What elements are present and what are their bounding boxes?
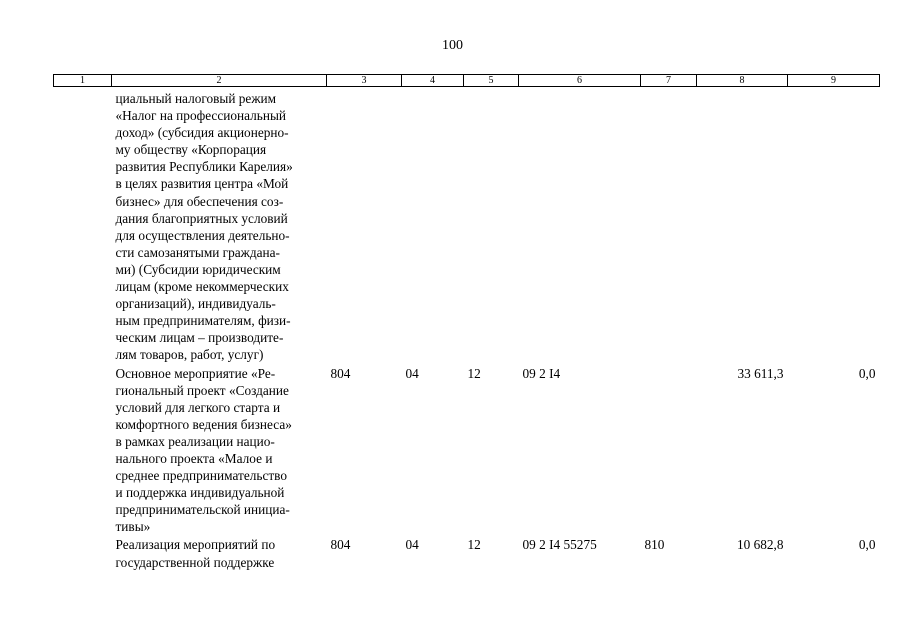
column-number-header-row xyxy=(54,75,880,87)
column-header-9: 9 xyxy=(788,75,880,87)
cell-col9: 0,0 xyxy=(858,365,876,381)
cell-col3: 804 xyxy=(330,537,351,553)
cell-col7 xyxy=(641,87,697,364)
table-row xyxy=(54,364,880,536)
cell-col5 xyxy=(464,87,519,364)
cell-col6 xyxy=(519,87,641,364)
cell-col8: 10 682,8 xyxy=(736,537,784,553)
cell-col1 xyxy=(54,364,112,536)
cell-name: Основное мероприятие «Ре- гиональный проект «Создание условий для легкого старта и комфортного ведения бизнеса» в рамках реализации нацио- нального проекта «Малое и среднее предпринимательство и поддержка индивидуальной предпринимательской инициа- тивы» xyxy=(115,365,292,535)
column-header-3: 3 xyxy=(327,75,402,87)
column-header-2: 2 xyxy=(112,75,327,87)
cell-col4 xyxy=(402,87,464,364)
column-header-1: 1 xyxy=(54,75,112,87)
column-header-6: 6 xyxy=(519,75,641,87)
column-header-4: 4 xyxy=(402,75,464,87)
cell-col6: 09 2 I4 55275 xyxy=(522,537,597,553)
table-row xyxy=(54,535,880,570)
cell-name: Реализация мероприятий по государственной поддержке xyxy=(115,537,276,570)
cell-col9 xyxy=(788,87,880,364)
cell-col1 xyxy=(54,535,112,570)
cell-col7 xyxy=(641,364,697,536)
cell-col9: 0,0 xyxy=(858,537,876,553)
column-header-7: 7 xyxy=(641,75,697,87)
cell-col8 xyxy=(697,87,788,364)
cell-name: циальный налоговый режим «Налог на профессиональный доход» (субсидия акционерно- му обществу «Корпорация развития Республики Карелия» в целях развития центра «Мой бизнес» для обеспечения соз- дания благоприятных условий для осуществления деятельно- сти самозанятыми граждана- ми) (Субсидии юридическим лицам (кроме некоммерческих организаций), индивидуаль- ным предпринимателям, физи- ческим лицам – производите- лям товаров, работ, услуг) xyxy=(115,91,293,363)
table-row xyxy=(54,87,880,364)
cell-col4: 04 xyxy=(405,365,419,381)
cell-col3 xyxy=(327,87,402,364)
cell-col8: 33 611,3 xyxy=(737,365,784,381)
cell-col5: 12 xyxy=(467,537,481,553)
cell-col5: 12 xyxy=(467,365,481,381)
cell-col6: 09 2 I4 xyxy=(522,365,561,381)
cell-col7: 810 xyxy=(644,537,665,553)
column-header-5: 5 xyxy=(464,75,519,87)
budget-table xyxy=(53,74,880,571)
page-number: 100 xyxy=(442,38,463,53)
cell-col1 xyxy=(54,87,112,364)
cell-col3: 804 xyxy=(330,365,351,381)
column-header-8: 8 xyxy=(697,75,788,87)
cell-col4: 04 xyxy=(405,537,419,553)
